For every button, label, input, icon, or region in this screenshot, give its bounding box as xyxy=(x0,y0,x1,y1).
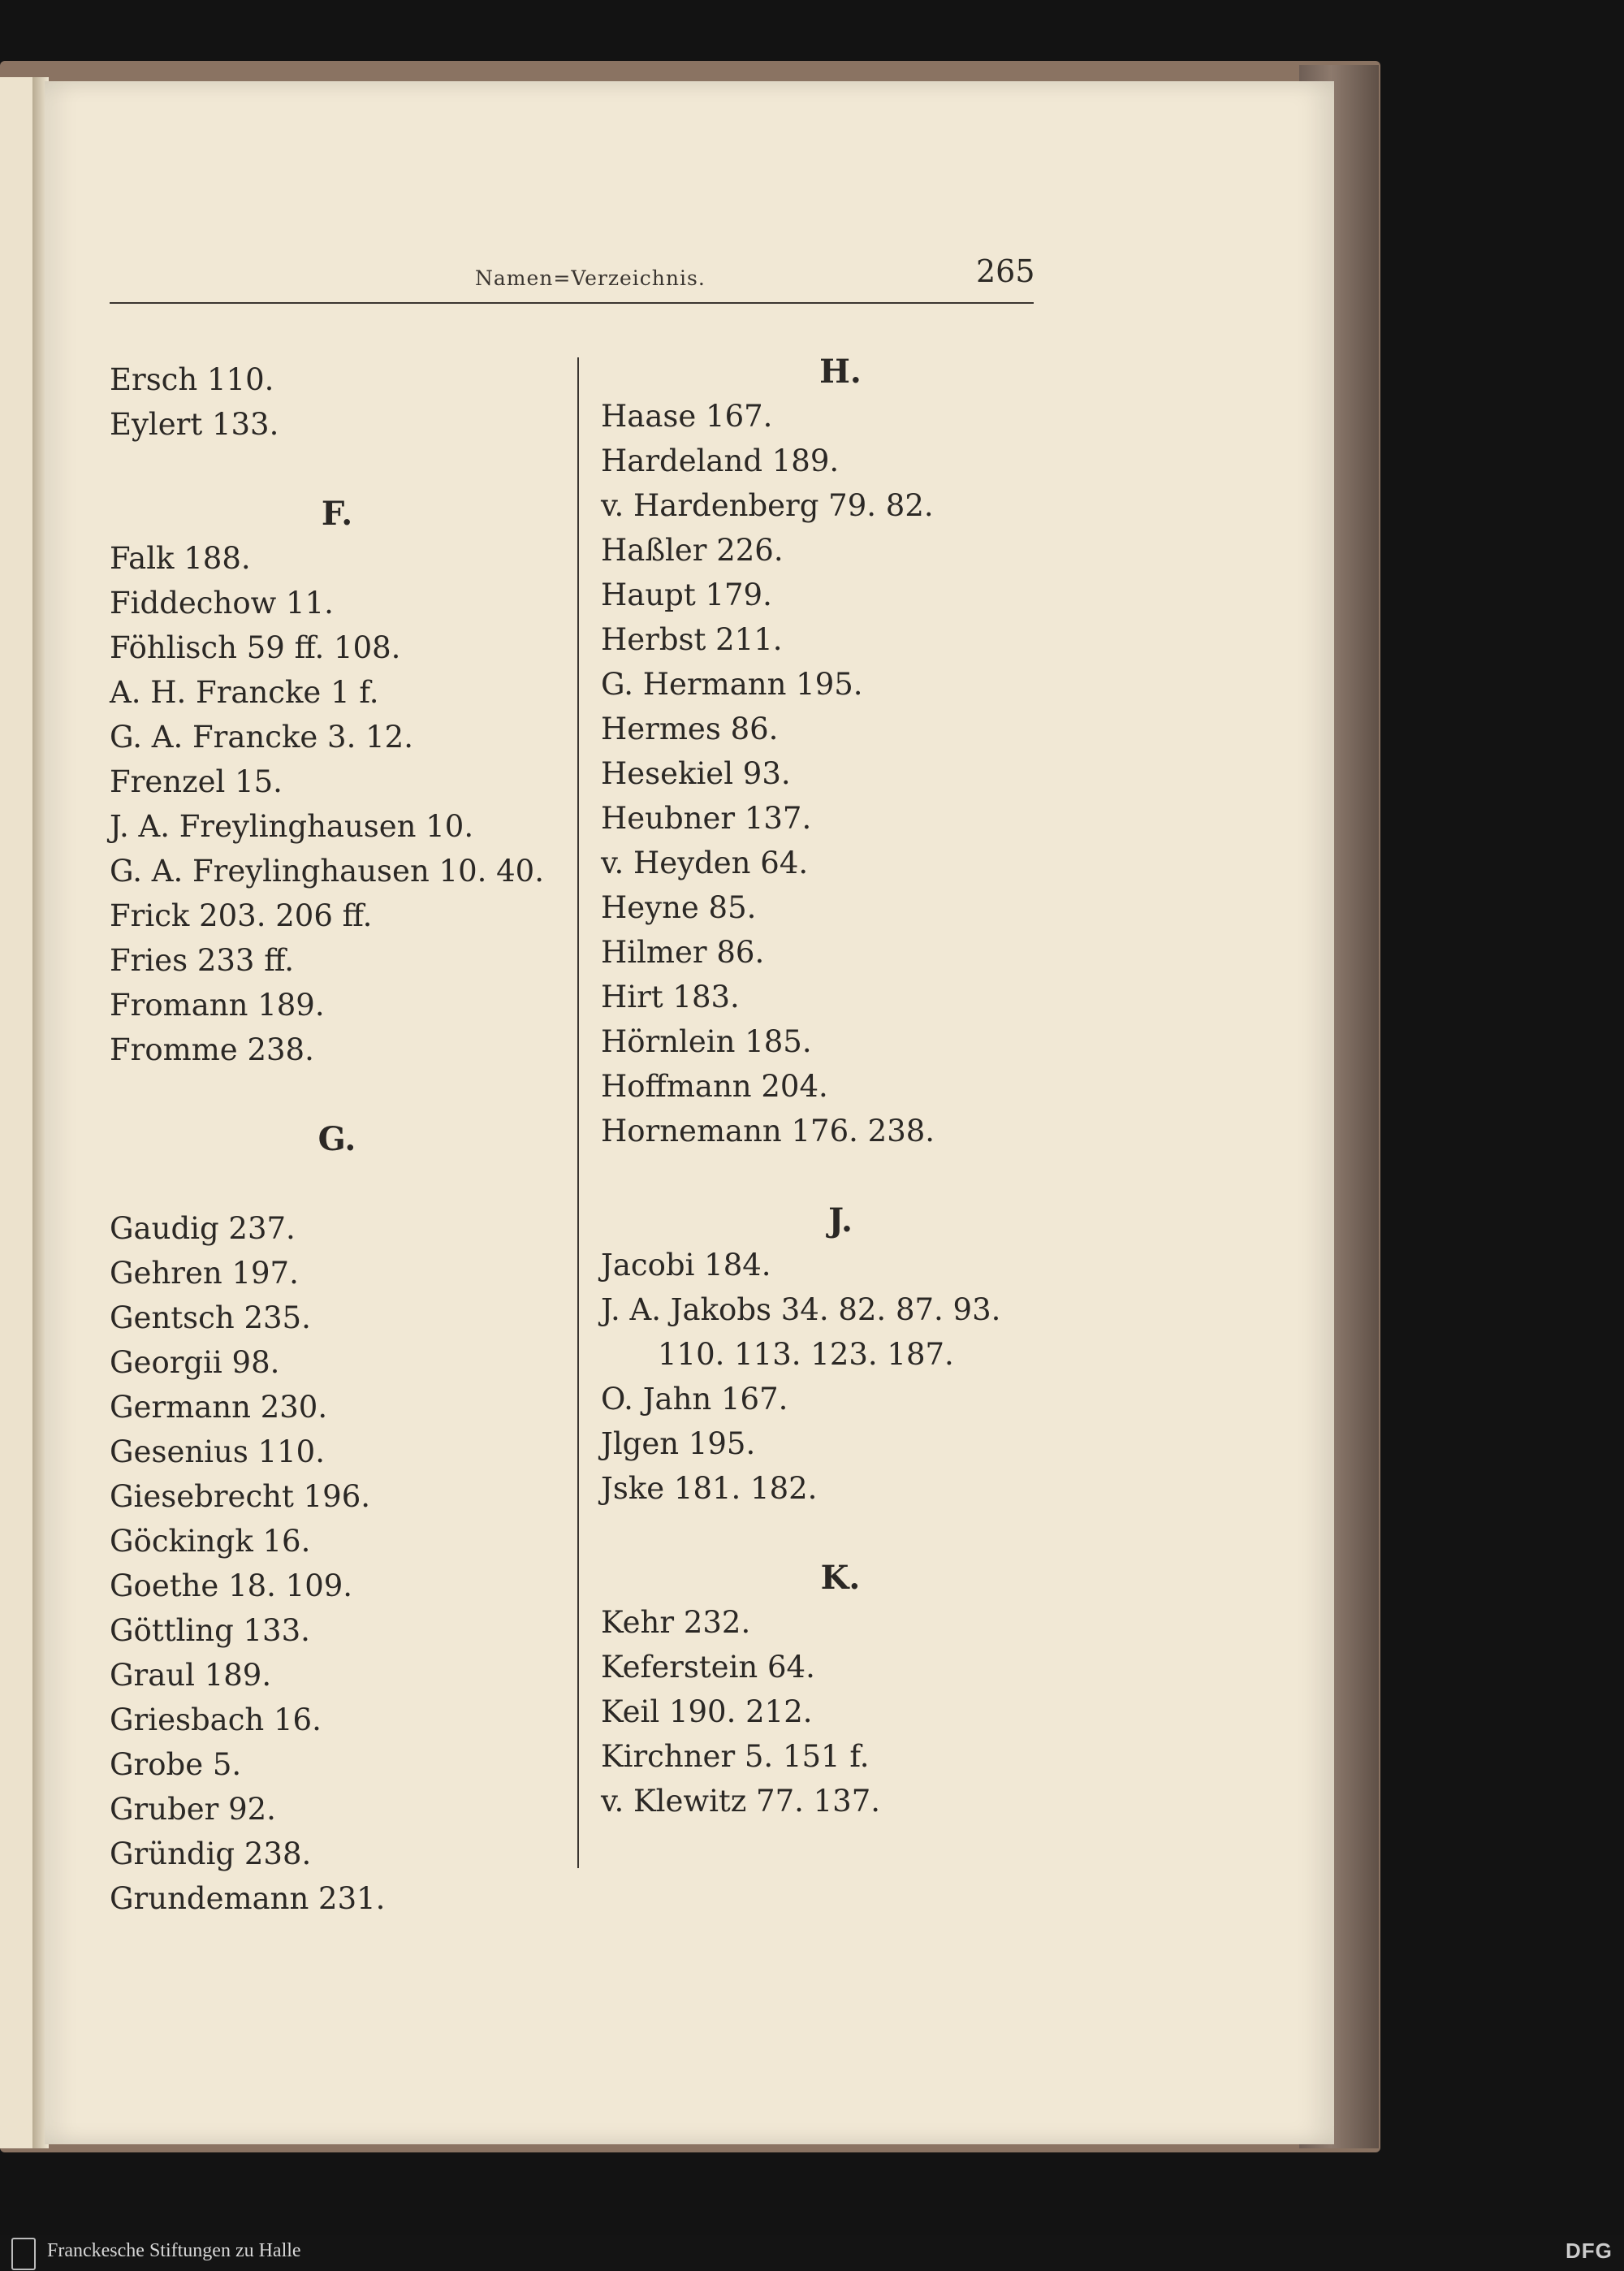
index-entry: G. A. Francke 3. 12. xyxy=(110,720,413,755)
index-entry: Gaudig 237. xyxy=(110,1211,296,1246)
index-entry: Gruber 92. xyxy=(110,1792,276,1827)
index-entry: Fiddechow 11. xyxy=(110,586,334,621)
index-entry: Eylert 133. xyxy=(110,407,279,442)
index-entry: Hirt 183. xyxy=(601,980,740,1014)
index-entry: Heyne 85. xyxy=(601,890,757,925)
index-entry: Grobe 5. xyxy=(110,1747,242,1782)
index-entry: Kirchner 5. 151 f. xyxy=(601,1739,870,1774)
index-entry: Keil 190. 212. xyxy=(601,1694,813,1729)
index-entry: Georgii 98. xyxy=(110,1345,280,1380)
index-entry: Goethe 18. 109. xyxy=(110,1568,353,1603)
index-entry: Giesebrecht 196. xyxy=(110,1479,371,1514)
index-entry: Jacobi 184. xyxy=(601,1248,771,1283)
index-entry: Frenzel 15. xyxy=(110,764,283,799)
index-entry: Haupt 179. xyxy=(601,577,772,612)
index-entry: Fromann 189. xyxy=(110,988,325,1023)
index-entry: Frick 203. 206 ff. xyxy=(110,898,373,933)
institution-logo-icon xyxy=(11,2238,36,2270)
index-entry: Gentsch 235. xyxy=(110,1300,311,1335)
index-entry: Hilmer 86. xyxy=(601,935,765,970)
section-letter: G. xyxy=(317,1120,356,1158)
index-entry: v. Klewitz 77. 137. xyxy=(601,1784,881,1819)
index-entry: v. Heyden 64. xyxy=(601,846,809,880)
index-entry: Griesbach 16. xyxy=(110,1702,322,1737)
index-column-right xyxy=(601,349,1080,1823)
index-entry: Fromme 238. xyxy=(110,1032,314,1067)
index-entry: v. Hardenberg 79. 82. xyxy=(601,488,934,523)
index-entry: Gesenius 110. xyxy=(110,1434,325,1469)
index-entry: J. A. Freylinghausen 10. xyxy=(110,809,474,844)
spacer xyxy=(601,1511,1080,1555)
index-entry: Heubner 137. xyxy=(601,801,812,836)
section-letter: F. xyxy=(321,495,353,533)
index-entry: Grundemann 231. xyxy=(110,1881,386,1916)
index-entry: Hörnlein 185. xyxy=(601,1024,812,1059)
index-entry: Graul 189. xyxy=(110,1658,272,1693)
institution-name: Franckesche Stiftungen zu Halle xyxy=(47,2240,301,2261)
index-entry: J. A. Jakobs 34. 82. 87. 93. xyxy=(601,1292,1001,1327)
index-entry: Haßler 226. xyxy=(601,533,784,568)
spacer xyxy=(601,1153,1080,1198)
index-entry: Herbst 211. xyxy=(601,622,783,657)
index-entry: Hoffmann 204. xyxy=(601,1069,828,1104)
index-entry: Hesekiel 93. xyxy=(601,756,791,791)
index-entry: O. Jahn 167. xyxy=(601,1382,788,1417)
dfg-logo: DFG xyxy=(1566,2239,1613,2263)
page-number: 265 xyxy=(976,253,1035,289)
section-letter: J. xyxy=(828,1201,853,1239)
index-entry: Föhlisch 59 ff. 108. xyxy=(110,630,401,665)
index-column-left xyxy=(110,357,564,1921)
index-entry: G. Hermann 195. xyxy=(601,667,863,702)
index-entry: Keferstein 64. xyxy=(601,1650,815,1685)
section-letter: K. xyxy=(820,1559,861,1597)
index-entry: Gehren 197. xyxy=(110,1256,299,1291)
running-head: Namen=Verzeichnis. xyxy=(475,266,706,290)
section-letter: H. xyxy=(819,353,862,391)
index-entry-continuation: 110. 113. 123. 187. xyxy=(658,1337,954,1372)
index-entry: Göttling 133. xyxy=(110,1613,310,1648)
spacer xyxy=(110,447,564,491)
index-entry: Kehr 232. xyxy=(601,1605,751,1640)
index-entry: G. A. Freylinghausen 10. 40. xyxy=(110,854,544,889)
header-rule xyxy=(110,302,1034,304)
index-entry: Hornemann 176. 238. xyxy=(601,1114,935,1148)
index-entry: Haase 167. xyxy=(601,399,773,434)
index-entry: Jlgen 195. xyxy=(601,1426,756,1461)
previous-page-edge xyxy=(0,77,37,2148)
spacer xyxy=(110,1161,564,1206)
index-entry: Gründig 238. xyxy=(110,1836,312,1871)
index-entry: Germann 230. xyxy=(110,1390,328,1425)
index-entry: Hardeland 189. xyxy=(601,443,840,478)
index-entry: Jske 181. 182. xyxy=(601,1471,818,1506)
index-entry: Göckingk 16. xyxy=(110,1524,311,1559)
index-entry: A. H. Francke 1 f. xyxy=(110,675,379,710)
column-divider xyxy=(577,357,579,1868)
index-entry: Fries 233 ff. xyxy=(110,943,294,978)
spacer xyxy=(110,1072,564,1117)
index-entry: Hermes 86. xyxy=(601,712,779,746)
index-entry: Ersch 110. xyxy=(110,362,274,397)
index-entry: Falk 188. xyxy=(110,541,251,576)
